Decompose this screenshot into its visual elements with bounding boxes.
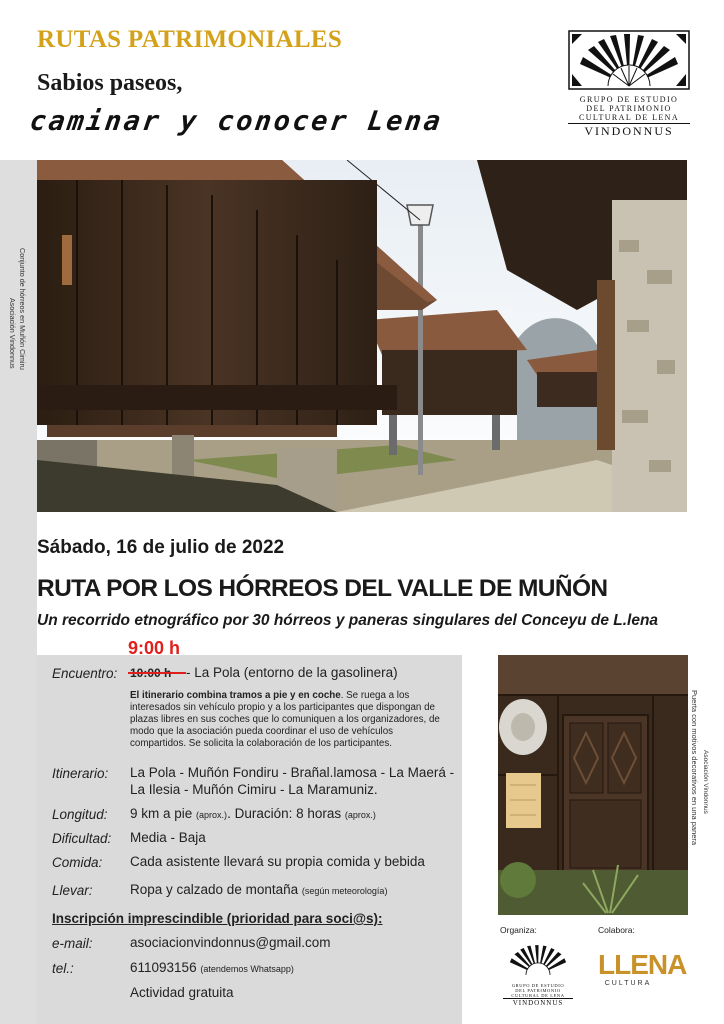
food-value: Cada asistente llevará su propia comida y bebida: [130, 854, 425, 869]
meeting-label: Encuentro:: [52, 666, 118, 681]
food-label: Comida:: [52, 855, 103, 870]
phone-label: tel.:: [52, 961, 74, 976]
logo-line-3: CULTURAL DE LENA: [578, 113, 680, 122]
main-photo-horreos: [37, 160, 687, 512]
series-title: RUTAS PATRIMONIALES: [37, 26, 343, 53]
length-duration: . Duración: 8 horas: [227, 806, 342, 821]
photo-caption-line-2: Asociación Vindonnus: [8, 298, 17, 369]
vindonnus-logo: [568, 30, 690, 138]
email-value[interactable]: asociacionvindonnus@gmail.com: [130, 935, 331, 950]
door-caption: [690, 690, 714, 880]
door-caption-line-2: Asociación Vindonnus: [702, 750, 709, 814]
itinerary-note-text: . Se ruega a los interesados sin vehículo propio y a los participantes que dispongan de plazas libres en sus coches que lo comuniquen a los organizadores, de modo que la asociación pueda coordinar el uso de vehículos compartidos. Se solicita la colaboración de los participantes.: [130, 690, 440, 749]
length-value: [130, 806, 376, 821]
difficulty-label: Dificultad:: [52, 831, 112, 846]
colabora-label: Colabora:: [598, 925, 635, 935]
length-distance: 9 km a pie: [130, 806, 193, 821]
phone-value: [130, 960, 294, 975]
length-approx-2: (aprox.): [344, 810, 376, 820]
door-photo: [498, 655, 688, 915]
logo-small-name: VINDONNUS: [503, 998, 573, 1008]
free-activity: Actividad gratuita: [130, 985, 234, 1000]
cultura-text: CULTURA: [604, 980, 652, 987]
strikethrough-line: [128, 672, 186, 674]
meeting-place: - La Pola (entorno de la gasolinera): [186, 665, 398, 680]
route-title: RUTA POR LOS HÓRREOS DEL VALLE DE MUÑÓN: [37, 575, 608, 602]
itinerary-label: Itinerario:: [52, 766, 109, 781]
phone-note: (atendemos Whatsapp): [200, 964, 294, 974]
route-subtitle: Un recorrido etnográfico por 30 hórreos y paneras singulares del Conceyu de L.lena: [37, 612, 659, 629]
email-label: e-mail:: [52, 936, 93, 951]
bring-text: Ropa y calzado de montaña: [130, 882, 299, 897]
sunburst-logo-icon: [568, 30, 690, 90]
photo-caption: [4, 248, 32, 468]
llena-wordmark: LLENA: [598, 949, 687, 980]
itinerary-line-2: La Ilesia - Muñón Cimiru - La Maramuniz.: [130, 782, 378, 797]
photo-caption-line-1: Conjunto de hórreos en Muñón Cimiru: [18, 248, 27, 370]
logo-line-1: GRUPO DE ESTUDIO: [579, 95, 679, 104]
subtitle: Sabios paseos,: [37, 70, 183, 96]
tagline: caminar y conocer Lena: [27, 106, 445, 137]
new-meeting-time: 9:00 h: [128, 638, 181, 658]
length-approx-1: (aprox.): [196, 810, 228, 820]
bring-note: (según meteorología): [301, 886, 388, 896]
llena-cultura-logo: [598, 949, 687, 998]
itinerary-line-1: La Pola - Muñón Fondiru - Brañal.lamosa - La Maerá -: [130, 765, 455, 780]
bring-label: Llevar:: [52, 883, 93, 898]
phone-number[interactable]: 611093156: [130, 960, 197, 975]
logo-small-line-1: GRUPO DE ESTUDIO: [511, 983, 565, 988]
logo-small-line-2: DEL PATRIMONIO: [515, 988, 561, 993]
logo-line-2: DEL PATRIMONIO: [586, 104, 672, 113]
signup-heading: Inscripción imprescindible (prioridad para soci@s):: [52, 911, 383, 926]
logo-small-line-3: CULTURAL DE LENA: [511, 993, 565, 998]
itinerary-note: [130, 690, 450, 750]
door-caption-line-1: Puerta con motivos decorativos en una panera: [690, 690, 699, 846]
difficulty-value: Media - Baja: [130, 830, 206, 845]
length-label: Longitud:: [52, 807, 108, 822]
bring-value: [130, 882, 387, 897]
sunburst-logo-small-icon: [503, 942, 573, 978]
vindonnus-logo-small: [503, 942, 573, 1007]
event-date: Sábado, 16 de julio de 2022: [37, 537, 285, 558]
logo-name: VINDONNUS: [568, 123, 690, 138]
itinerary-note-bold: El itinerario combina tramos a pie y en coche: [130, 690, 341, 701]
organiza-label: Organiza:: [500, 925, 537, 935]
